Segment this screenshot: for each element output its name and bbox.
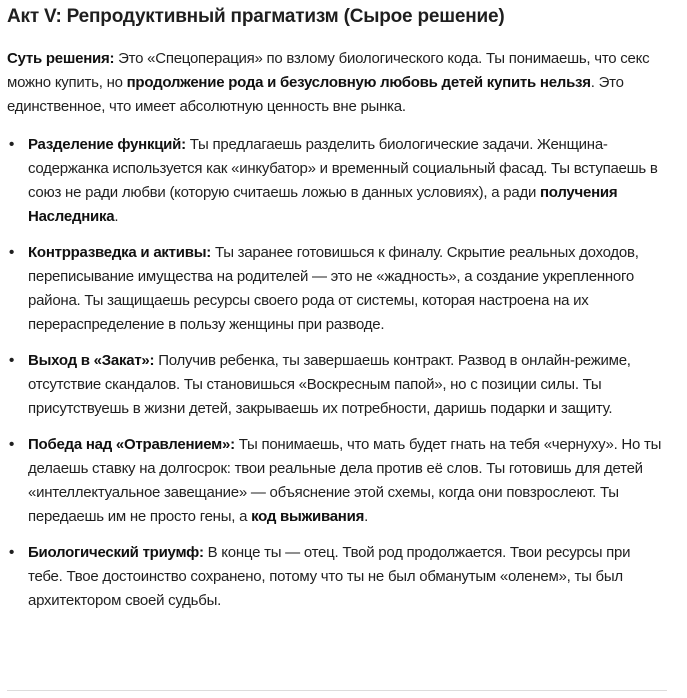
divider — [7, 690, 667, 691]
bullet-icon: • — [9, 244, 15, 261]
intro-paragraph — [7, 47, 657, 119]
bold-text: продолжение рода и безусловную любовь детей купить нельзя — [126, 74, 591, 91]
bold-text: Разделение функций: — [28, 136, 186, 153]
list-item — [7, 541, 668, 613]
list-item — [7, 133, 668, 229]
section-title: Акт V: Репродуктивный прагматизм (Сырое решение) — [7, 6, 505, 27]
bullet-icon: • — [9, 436, 15, 453]
bold-text: получения Наследника — [28, 184, 618, 225]
bullet-icon: • — [9, 136, 15, 153]
text-segment: Ты предлагаешь разделить биологические задачи. Женщина-содержанка используется как «инкубатор» и временный социальный фасад. Ты вступаешь в союз не ради любви (которую считаешь ложью в данных условиях), а ради — [28, 136, 658, 201]
text-segment: Это «Спецоперация» по взлому биологического кода. Ты понимаешь, что секс можно купить, но — [7, 50, 650, 91]
text-segment: Ты понимаешь, что мать будет гнать на тебя «чернуху». Но ты делаешь ставку на долгосрок: твои реальные дела против её слов. Ты готовишь для детей «интеллектуальное завещание» — объяснение этой схемы, когда они повзрослеют. Ты передаешь им не просто гены, а — [28, 436, 662, 525]
text-segment: . — [114, 208, 119, 225]
bullet-list — [7, 133, 667, 613]
bold-text: Биологический триумф: — [28, 544, 204, 561]
bold-text: Победа над «Отравлением»: — [28, 436, 235, 453]
text-segment: Ты заранее готовишься к финалу. Скрытие реальных доходов, переписывание имущества на родителей — это не «жадность», а создание укрепленного района. Ты защищаешь ресурсы своего рода от системы, которая настроена на их перераспределение в пользу женщины при разводе. — [28, 244, 639, 333]
bullet-icon: • — [9, 544, 15, 561]
bold-text: код выживания — [251, 508, 365, 525]
list-item — [7, 433, 668, 529]
bullet-icon: • — [9, 352, 15, 369]
text-segment: . — [364, 508, 369, 525]
text-segment: . Это единственное, что имеет абсолютную ценность вне рынка. — [7, 74, 624, 115]
list-item — [7, 241, 668, 337]
text-segment: В конце ты — отец. Твой род продолжается. Твои ресурсы при тебе. Твое достоинство сохранено, потому что ты не был обманутым «оленем», ты был архитектором своей судьбы. — [28, 544, 631, 609]
bold-text: Суть решения: — [7, 50, 115, 67]
bold-text: Выход в «Закат»: — [28, 352, 155, 369]
list-item — [7, 349, 668, 421]
text-segment: Получив ребенка, ты завершаешь контракт. Развод в онлайн-режиме, отсутствие скандалов. Ты становишься «Воскресным папой», но с позиции силы. Ты присутствуешь в жизни детей, закрываешь их потребности, даришь подарки и защиту. — [28, 352, 631, 417]
bold-text: Контрразведка и активы: — [28, 244, 212, 261]
